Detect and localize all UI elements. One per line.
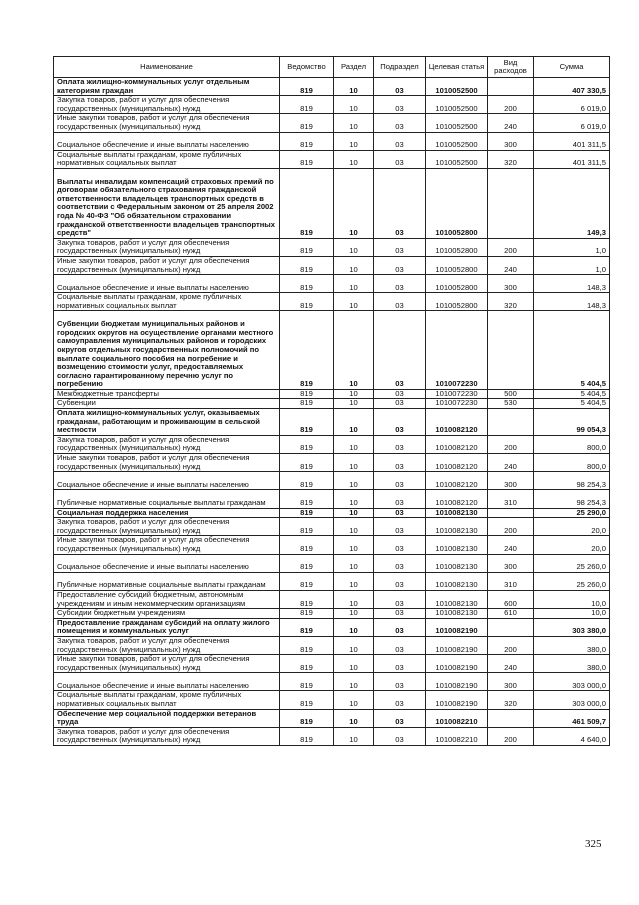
- cell-exp-type: 240: [488, 655, 534, 673]
- cell-name: Социальное обеспечение и иные выплаты населению: [54, 673, 280, 691]
- cell-name: Иные закупки товаров, работ и услуг для обеспечения государственных (муниципальных) нужд: [54, 256, 280, 274]
- cell-name: Закупка товаров, работ и услуг для обеспечения государственных (муниципальных) нужд: [54, 96, 280, 114]
- cell-name: Межбюджетные трансферты: [54, 389, 280, 399]
- table-header-row: [54, 57, 610, 78]
- cell-sum: 5 404,5: [534, 389, 610, 399]
- cell-dept: 819: [280, 409, 334, 436]
- cell-exp-type: [488, 168, 534, 238]
- cell-subsection: 03: [374, 727, 426, 745]
- cell-section: 10: [334, 168, 374, 238]
- cell-target: 1010072230: [426, 399, 488, 409]
- cell-exp-type: 240: [488, 256, 534, 274]
- cell-dept: 819: [280, 536, 334, 554]
- cell-exp-type: 200: [488, 96, 534, 114]
- cell-target: 1010082130: [426, 518, 488, 536]
- cell-subsection: 03: [374, 132, 426, 150]
- cell-subsection: 03: [374, 114, 426, 132]
- cell-dept: 819: [280, 490, 334, 508]
- cell-dept: 819: [280, 132, 334, 150]
- cell-exp-type: 200: [488, 435, 534, 453]
- cell-exp-type: 200: [488, 636, 534, 654]
- cell-section: 10: [334, 472, 374, 490]
- cell-exp-type: [488, 508, 534, 518]
- cell-sum: 10,0: [534, 609, 610, 619]
- cell-section: 10: [334, 609, 374, 619]
- cell-sum: 4 640,0: [534, 727, 610, 745]
- table-row: [54, 709, 610, 727]
- cell-sum: 1,0: [534, 238, 610, 256]
- cell-target: 1010082130: [426, 590, 488, 608]
- cell-section: 10: [334, 275, 374, 293]
- cell-name: Социальные выплаты гражданам, кроме публичных нормативных социальных выплат: [54, 293, 280, 311]
- cell-target: 1010082190: [426, 636, 488, 654]
- cell-sum: 6 019,0: [534, 96, 610, 114]
- table-row: [54, 618, 610, 636]
- cell-name: Закупка товаров, работ и услуг для обеспечения государственных (муниципальных) нужд: [54, 636, 280, 654]
- table-row: [54, 636, 610, 654]
- cell-sum: 10,0: [534, 590, 610, 608]
- table-row: [54, 132, 610, 150]
- cell-target: 1010082210: [426, 727, 488, 745]
- cell-section: 10: [334, 311, 374, 389]
- cell-name: Закупка товаров, работ и услуг для обеспечения государственных (муниципальных) нужд: [54, 238, 280, 256]
- cell-exp-type: 240: [488, 454, 534, 472]
- cell-subsection: 03: [374, 435, 426, 453]
- cell-name: Субсидии бюджетным учреждениям: [54, 609, 280, 619]
- table-row: [54, 673, 610, 691]
- cell-target: 1010072230: [426, 389, 488, 399]
- cell-subsection: 03: [374, 536, 426, 554]
- table-row: [54, 150, 610, 168]
- cell-name: Выплаты инвалидам компенсаций страховых премий по договорам обязательного страхования гражданской ответственности владельцев транспортных средств в соответствии с Федеральным законом от 25 апреля 2002 года № 40-ФЗ "Об обязательном страховании гражданской ответственности владельцев транспортных средств": [54, 168, 280, 238]
- cell-exp-type: 200: [488, 727, 534, 745]
- header-sum: Сумма: [534, 57, 610, 78]
- cell-target: 1010052800: [426, 275, 488, 293]
- cell-exp-type: [488, 709, 534, 727]
- cell-subsection: 03: [374, 454, 426, 472]
- header-exp-type: Вид расходов: [488, 57, 534, 78]
- cell-name: Иные закупки товаров, работ и услуг для обеспечения государственных (муниципальных) нужд: [54, 114, 280, 132]
- table-row: [54, 508, 610, 518]
- cell-sum: 303 000,0: [534, 691, 610, 709]
- table-row: [54, 490, 610, 508]
- cell-section: 10: [334, 554, 374, 572]
- cell-dept: 819: [280, 518, 334, 536]
- cell-section: 10: [334, 518, 374, 536]
- table-body: [54, 78, 610, 746]
- cell-subsection: 03: [374, 168, 426, 238]
- cell-subsection: 03: [374, 256, 426, 274]
- cell-sum: 25 290,0: [534, 508, 610, 518]
- cell-exp-type: [488, 78, 534, 96]
- table-row: [54, 256, 610, 274]
- cell-target: 1010052500: [426, 150, 488, 168]
- cell-sum: 98 254,3: [534, 490, 610, 508]
- cell-exp-type: 600: [488, 590, 534, 608]
- cell-subsection: 03: [374, 78, 426, 96]
- cell-dept: 819: [280, 709, 334, 727]
- page-number: 325: [585, 838, 602, 850]
- table-row: [54, 435, 610, 453]
- cell-target: 1010052800: [426, 168, 488, 238]
- cell-subsection: 03: [374, 655, 426, 673]
- cell-section: 10: [334, 673, 374, 691]
- table-row: [54, 293, 610, 311]
- cell-section: 10: [334, 572, 374, 590]
- cell-name: Предоставление гражданам субсидий на оплату жилого помещения и коммунальных услуг: [54, 618, 280, 636]
- cell-dept: 819: [280, 472, 334, 490]
- cell-dept: 819: [280, 727, 334, 745]
- cell-sum: 20,0: [534, 518, 610, 536]
- cell-target: 1010052500: [426, 78, 488, 96]
- cell-section: 10: [334, 655, 374, 673]
- cell-sum: 98 254,3: [534, 472, 610, 490]
- cell-section: 10: [334, 78, 374, 96]
- cell-section: 10: [334, 114, 374, 132]
- table-row: [54, 96, 610, 114]
- cell-target: 1010082120: [426, 454, 488, 472]
- table-row: [54, 311, 610, 389]
- table-row: [54, 389, 610, 399]
- cell-section: 10: [334, 618, 374, 636]
- cell-name: Субвенции: [54, 399, 280, 409]
- cell-section: 10: [334, 508, 374, 518]
- cell-subsection: 03: [374, 96, 426, 114]
- cell-target: 1010082120: [426, 409, 488, 436]
- cell-dept: 819: [280, 655, 334, 673]
- cell-exp-type: 320: [488, 293, 534, 311]
- cell-target: 1010082120: [426, 490, 488, 508]
- table-row: [54, 518, 610, 536]
- cell-exp-type: 610: [488, 609, 534, 619]
- cell-name: Иные закупки товаров, работ и услуг для обеспечения государственных (муниципальных) нужд: [54, 536, 280, 554]
- cell-target: 1010082130: [426, 554, 488, 572]
- table-row: [54, 472, 610, 490]
- cell-exp-type: [488, 409, 534, 436]
- cell-exp-type: [488, 311, 534, 389]
- cell-section: 10: [334, 490, 374, 508]
- cell-name: Социальное обеспечение и иные выплаты населению: [54, 554, 280, 572]
- cell-name: Социальная поддержка населения: [54, 508, 280, 518]
- cell-dept: 819: [280, 275, 334, 293]
- cell-section: 10: [334, 454, 374, 472]
- cell-exp-type: 300: [488, 472, 534, 490]
- cell-target: 1010082130: [426, 508, 488, 518]
- cell-sum: 401 311,5: [534, 132, 610, 150]
- cell-target: 1010052800: [426, 256, 488, 274]
- cell-section: 10: [334, 150, 374, 168]
- cell-sum: 99 054,3: [534, 409, 610, 436]
- cell-subsection: 03: [374, 238, 426, 256]
- cell-target: 1010082120: [426, 472, 488, 490]
- cell-subsection: 03: [374, 691, 426, 709]
- cell-sum: 380,0: [534, 655, 610, 673]
- cell-subsection: 03: [374, 293, 426, 311]
- table-row: [54, 536, 610, 554]
- cell-exp-type: 320: [488, 691, 534, 709]
- cell-dept: 819: [280, 454, 334, 472]
- cell-dept: 819: [280, 96, 334, 114]
- cell-target: 1010052500: [426, 96, 488, 114]
- cell-dept: 819: [280, 78, 334, 96]
- cell-subsection: 03: [374, 472, 426, 490]
- cell-name: Оплата жилищно-коммунальных услуг отдельным категориям граждан: [54, 78, 280, 96]
- cell-dept: 819: [280, 554, 334, 572]
- table-row: [54, 399, 610, 409]
- table-row: [54, 554, 610, 572]
- table-row: [54, 691, 610, 709]
- cell-sum: 25 260,0: [534, 554, 610, 572]
- cell-subsection: 03: [374, 609, 426, 619]
- header-dept: Ведомство: [280, 57, 334, 78]
- cell-subsection: 03: [374, 618, 426, 636]
- header-target: Целевая статья: [426, 57, 488, 78]
- cell-exp-type: 240: [488, 114, 534, 132]
- cell-sum: 380,0: [534, 636, 610, 654]
- cell-subsection: 03: [374, 508, 426, 518]
- cell-sum: 6 019,0: [534, 114, 610, 132]
- cell-subsection: 03: [374, 709, 426, 727]
- cell-sum: 303 380,0: [534, 618, 610, 636]
- cell-exp-type: 200: [488, 518, 534, 536]
- cell-dept: 819: [280, 572, 334, 590]
- cell-exp-type: 310: [488, 490, 534, 508]
- cell-exp-type: 240: [488, 536, 534, 554]
- cell-exp-type: 300: [488, 275, 534, 293]
- cell-target: 1010052800: [426, 293, 488, 311]
- cell-dept: 819: [280, 618, 334, 636]
- cell-section: 10: [334, 435, 374, 453]
- cell-section: 10: [334, 536, 374, 554]
- cell-name: Предоставление субсидий бюджетным, автономным учреждениям и иным некоммерческим организациям: [54, 590, 280, 608]
- cell-dept: 819: [280, 399, 334, 409]
- cell-sum: 800,0: [534, 454, 610, 472]
- cell-section: 10: [334, 132, 374, 150]
- cell-section: 10: [334, 727, 374, 745]
- cell-subsection: 03: [374, 389, 426, 399]
- budget-table: [53, 56, 610, 746]
- header-name: Наименование: [54, 57, 280, 78]
- cell-dept: 819: [280, 114, 334, 132]
- cell-name: Социальные выплаты гражданам, кроме публичных нормативных социальных выплат: [54, 691, 280, 709]
- cell-target: 1010082120: [426, 435, 488, 453]
- cell-subsection: 03: [374, 673, 426, 691]
- cell-section: 10: [334, 691, 374, 709]
- cell-exp-type: 300: [488, 673, 534, 691]
- cell-exp-type: [488, 618, 534, 636]
- cell-subsection: 03: [374, 590, 426, 608]
- cell-dept: 819: [280, 508, 334, 518]
- cell-sum: 149,3: [534, 168, 610, 238]
- cell-exp-type: 320: [488, 150, 534, 168]
- cell-name: Обеспечение мер социальной поддержки ветеранов труда: [54, 709, 280, 727]
- cell-dept: 819: [280, 389, 334, 399]
- cell-target: 1010082130: [426, 572, 488, 590]
- cell-name: Субвенции бюджетам муниципальных районов и городских округов на осуществление органами местного самоуправления муниципальных районов и городских округов отдельных государственных полномочий по выплате социального пособия на погребение и возмещению стоимости услуг, предоставляемых согласно гарантированному перечню услуг по погребению: [54, 311, 280, 389]
- cell-name: Публичные нормативные социальные выплаты гражданам: [54, 572, 280, 590]
- cell-name: Социальное обеспечение и иные выплаты населению: [54, 132, 280, 150]
- cell-target: 1010082130: [426, 609, 488, 619]
- cell-section: 10: [334, 409, 374, 436]
- cell-name: Социальное обеспечение и иные выплаты населению: [54, 275, 280, 293]
- cell-dept: 819: [280, 636, 334, 654]
- cell-subsection: 03: [374, 554, 426, 572]
- table-row: [54, 727, 610, 745]
- cell-dept: 819: [280, 590, 334, 608]
- header-subsection: Подраздел: [374, 57, 426, 78]
- cell-subsection: 03: [374, 572, 426, 590]
- cell-sum: 148,3: [534, 275, 610, 293]
- cell-name: Иные закупки товаров, работ и услуг для обеспечения государственных (муниципальных) нужд: [54, 655, 280, 673]
- table-row: [54, 78, 610, 96]
- table-row: [54, 168, 610, 238]
- table-row: [54, 114, 610, 132]
- cell-dept: 819: [280, 691, 334, 709]
- cell-sum: 407 330,5: [534, 78, 610, 96]
- cell-sum: 401 311,5: [534, 150, 610, 168]
- budget-table-page: [53, 56, 609, 746]
- cell-section: 10: [334, 590, 374, 608]
- cell-dept: 819: [280, 150, 334, 168]
- cell-subsection: 03: [374, 275, 426, 293]
- cell-exp-type: 200: [488, 238, 534, 256]
- cell-target: 1010082130: [426, 536, 488, 554]
- cell-sum: 148,3: [534, 293, 610, 311]
- cell-section: 10: [334, 293, 374, 311]
- cell-sum: 20,0: [534, 536, 610, 554]
- cell-section: 10: [334, 399, 374, 409]
- table-row: [54, 655, 610, 673]
- cell-name: Социальное обеспечение и иные выплаты населению: [54, 472, 280, 490]
- table-row: [54, 409, 610, 436]
- cell-sum: 5 404,5: [534, 399, 610, 409]
- cell-target: 1010052800: [426, 238, 488, 256]
- cell-sum: 1,0: [534, 256, 610, 274]
- cell-sum: 800,0: [534, 435, 610, 453]
- table-row: [54, 238, 610, 256]
- cell-dept: 819: [280, 256, 334, 274]
- cell-exp-type: 310: [488, 572, 534, 590]
- cell-name: Закупка товаров, работ и услуг для обеспечения государственных (муниципальных) нужд: [54, 435, 280, 453]
- cell-target: 1010082190: [426, 691, 488, 709]
- cell-exp-type: 300: [488, 554, 534, 572]
- cell-target: 1010072230: [426, 311, 488, 389]
- cell-subsection: 03: [374, 518, 426, 536]
- cell-target: 1010082190: [426, 673, 488, 691]
- cell-dept: 819: [280, 311, 334, 389]
- cell-dept: 819: [280, 673, 334, 691]
- cell-target: 1010052500: [426, 132, 488, 150]
- table-row: [54, 454, 610, 472]
- cell-target: 1010082190: [426, 618, 488, 636]
- cell-sum: 25 260,0: [534, 572, 610, 590]
- cell-section: 10: [334, 636, 374, 654]
- cell-sum: 5 404,5: [534, 311, 610, 389]
- cell-dept: 819: [280, 435, 334, 453]
- cell-name: Закупка товаров, работ и услуг для обеспечения государственных (муниципальных) нужд: [54, 727, 280, 745]
- cell-subsection: 03: [374, 409, 426, 436]
- cell-sum: 461 509,7: [534, 709, 610, 727]
- cell-section: 10: [334, 96, 374, 114]
- cell-dept: 819: [280, 238, 334, 256]
- cell-target: 1010082210: [426, 709, 488, 727]
- cell-subsection: 03: [374, 150, 426, 168]
- table-row: [54, 572, 610, 590]
- cell-target: 1010052500: [426, 114, 488, 132]
- header-section: Раздел: [334, 57, 374, 78]
- cell-section: 10: [334, 238, 374, 256]
- cell-subsection: 03: [374, 490, 426, 508]
- table-row: [54, 609, 610, 619]
- cell-section: 10: [334, 389, 374, 399]
- table-row: [54, 275, 610, 293]
- cell-name: Закупка товаров, работ и услуг для обеспечения государственных (муниципальных) нужд: [54, 518, 280, 536]
- table-row: [54, 590, 610, 608]
- cell-name: Публичные нормативные социальные выплаты гражданам: [54, 490, 280, 508]
- cell-subsection: 03: [374, 311, 426, 389]
- cell-name: Оплата жилищно-коммунальных услуг, оказываемых гражданам, работающим и проживающим в сельской местности: [54, 409, 280, 436]
- cell-exp-type: 530: [488, 399, 534, 409]
- cell-dept: 819: [280, 609, 334, 619]
- cell-exp-type: 500: [488, 389, 534, 399]
- cell-dept: 819: [280, 168, 334, 238]
- cell-exp-type: 300: [488, 132, 534, 150]
- cell-dept: 819: [280, 293, 334, 311]
- cell-section: 10: [334, 256, 374, 274]
- cell-section: 10: [334, 709, 374, 727]
- cell-name: Иные закупки товаров, работ и услуг для обеспечения государственных (муниципальных) нужд: [54, 454, 280, 472]
- cell-subsection: 03: [374, 399, 426, 409]
- cell-target: 1010082190: [426, 655, 488, 673]
- cell-name: Социальные выплаты гражданам, кроме публичных нормативных социальных выплат: [54, 150, 280, 168]
- cell-sum: 303 000,0: [534, 673, 610, 691]
- cell-subsection: 03: [374, 636, 426, 654]
